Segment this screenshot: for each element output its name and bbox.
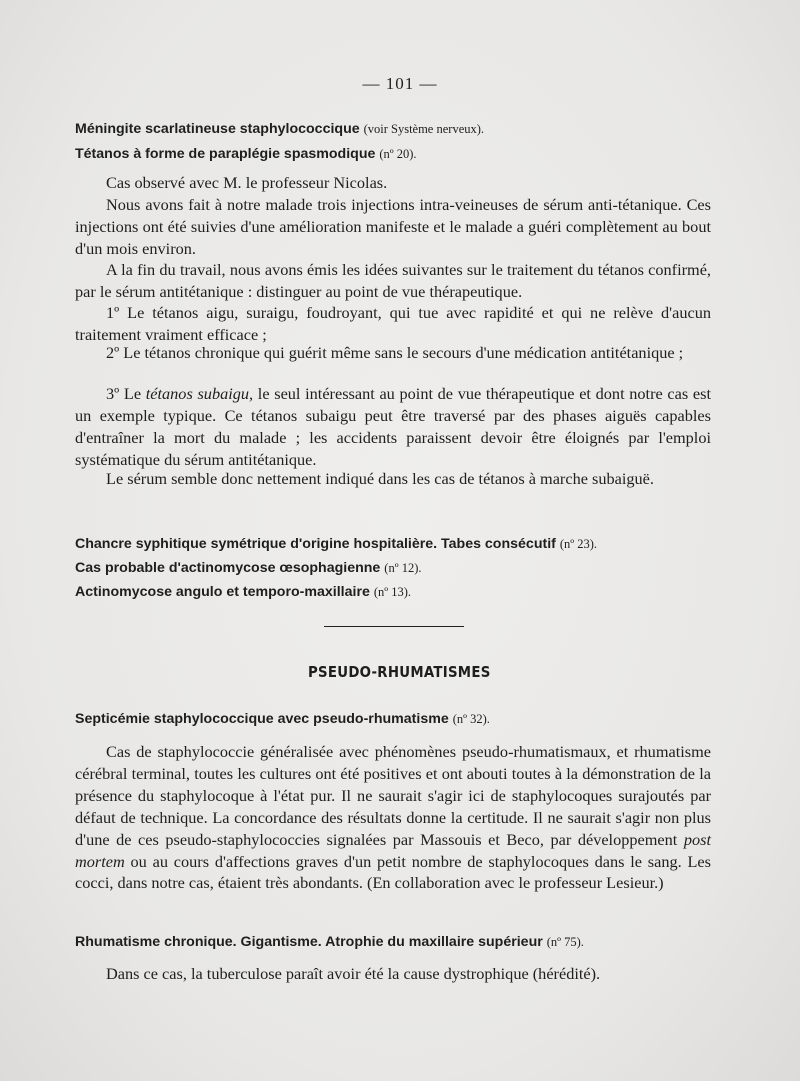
paragraph-chronic-tetanus: 2º Le tétanos chronique qui guérit même sans le secours d'une médication antitétanique ; (106, 343, 684, 362)
paragraph-injections: Nous avons fait à notre malade trois injections intra-veineuses de sérum anti-tétanique. Ces injections ont été suivies d'une amélioration manifeste et le malade a guéri complètement au bout d'un mois environ. (75, 195, 711, 258)
heading-ref: (nº 20). (379, 147, 417, 161)
heading-title: Chancre syphitique symétrique d'origine hospitalière. Tabes consécutif (75, 536, 556, 552)
text-fragment: le seul intéressant au point de vue thérapeutique et dont notre cas est un exemple typique. Ce tétanos subaigu peut être traversé par des phases aiguës capables d'entraîner la mort du malade ; les accidents paraissent devoir être éloignés par l'emploi systématique du sérum antitétanique. (75, 384, 711, 469)
italic-term: post mortem (75, 829, 711, 871)
heading-actinomycose-maxillaire (75, 584, 411, 600)
text-fragment: ou au cours d'affections graves d'un petit nombre de staphylocoques dans le sang. Les cocci, dans notre cas, étaient très abondants. (En collaboration avec le professeur Lesieur.) (75, 851, 711, 893)
paragraph-acute-tetanus: 1º Le tétanos aigu, suraigu, foudroyant, qui tue avec rapidité et qui ne relève d'aucun traitement vraiment efficace ; (75, 303, 711, 344)
paragraph-subacute-tetanus (75, 383, 711, 471)
heading-ref: (nº 12). (384, 561, 422, 575)
heading-ref: (voir Système nerveux). (363, 122, 485, 136)
heading-actinomycose-oesophagienne (75, 560, 421, 576)
paragraph-septicemie (75, 741, 711, 894)
heading-title: Septicémie staphylococcique avec pseudo-rhumatisme (75, 711, 449, 727)
heading-meningite (75, 121, 484, 137)
paragraph-observed-case: Cas observé avec M. le professeur Nicolas. (106, 173, 388, 192)
heading-ref: (nº 32). (452, 712, 490, 726)
heading-rhumatisme (75, 934, 584, 950)
paragraph-serum-indicated: Le sérum semble donc nettement indiqué dans les cas de tétanos à marche subaiguë. (106, 469, 654, 488)
heading-title: Tétanos à forme de paraplégie spasmodique (75, 146, 376, 162)
heading-ref: (nº 75). (546, 935, 584, 949)
heading-title: Cas probable d'actinomycose œsophagienne (75, 560, 381, 576)
section-divider (324, 626, 464, 627)
heading-tetanos (75, 146, 417, 162)
heading-ref: (nº 23). (559, 537, 598, 551)
paragraph-conclusions: A la fin du travail, nous avons émis les idées suivantes sur le traitement du tétanos confirmé, par le sérum antitétanique : distinguer au point de vue thérapeutique. (75, 260, 711, 301)
heading-title: Actinomycose angulo et temporo-maxillaire (75, 584, 370, 600)
paragraph-rhumatisme: Dans ce cas, la tuberculose paraît avoir été la cause dystrophique (hérédité). (106, 964, 601, 983)
heading-title: Méningite scarlatineuse staphylococcique (75, 121, 360, 137)
page-number: — 101 — (362, 74, 438, 93)
text-fragment: 3º Le (106, 384, 146, 403)
heading-title: Rhumatisme chronique. Gigantisme. Atrophie du maxillaire supérieur (75, 934, 543, 950)
text-fragment: Cas de staphylococcie généralisée avec phénomènes pseudo-rhumatismaux, et rhumatisme cérébral terminal, toutes les cultures ont été positives et ont abouti toutes à la démonstration de la présence du staphylocoque à l'état pur. Il ne saurait s'agir ici de staphylocoques surajoutés par défaut de technique. La concordance des résultats donne la certitude. Il ne saurait s'agir non plus d'une de ces pseudo-staphylococcies signalées par Massouis et Beco, par développement (75, 742, 711, 849)
heading-septicemie (75, 711, 490, 727)
heading-chancre (75, 536, 597, 552)
heading-ref: (nº 13). (373, 585, 412, 599)
section-title: PSEUDO-RHUMATISMES (308, 663, 491, 681)
italic-term: tétanos subaigu, (145, 384, 254, 403)
